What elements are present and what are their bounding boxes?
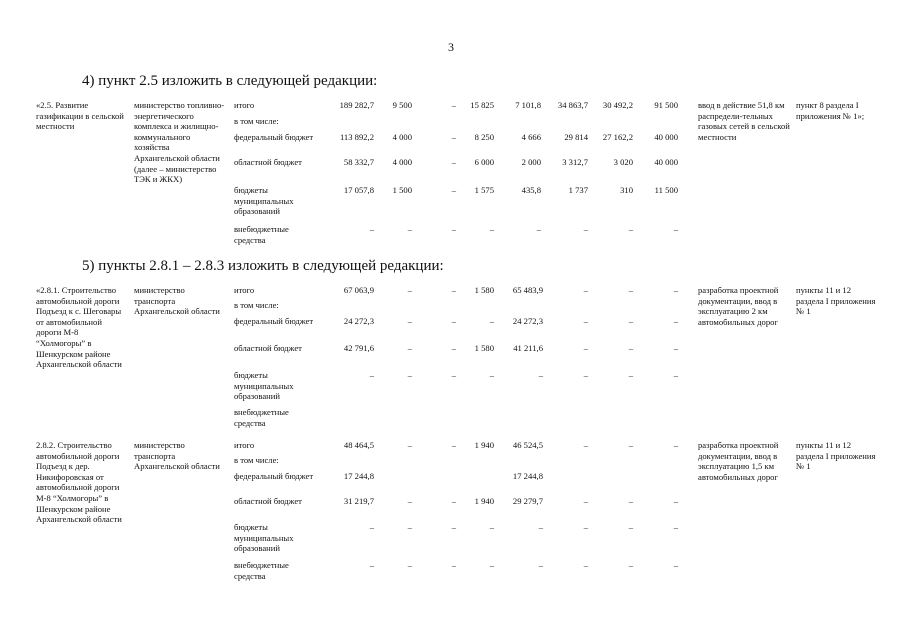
funding-source: в том числе: [234, 300, 279, 310]
value-cell: – [489, 224, 494, 234]
value-cell: – [628, 440, 633, 450]
value-cell: – [451, 440, 456, 450]
funding-source: итого [234, 100, 255, 110]
value-cell: 1 940 [474, 440, 494, 450]
value-cell: – [583, 370, 588, 380]
value-cell: – [673, 560, 678, 570]
value-cell: 4 666 [521, 132, 541, 142]
funding-source: федеральный бюджет [234, 471, 314, 481]
value-cell: – [489, 370, 494, 380]
value-cell: – [628, 522, 633, 532]
value-cell: – [451, 132, 456, 142]
value-cell: 24 272,3 [343, 316, 374, 326]
value-cell: 3 312,7 [562, 157, 588, 167]
value-cell: – [628, 343, 633, 353]
value-cell: 29 814 [564, 132, 588, 142]
responsible-org: министерство топливно-энергетического комплекса и жилищно-коммунального хозяйства Архангельской области (далее – министерство ТЭК и ЖКХ) [134, 100, 225, 185]
value-cell: – [673, 316, 678, 326]
value-cell: 189 282,7 [339, 100, 374, 110]
value-cell: – [628, 560, 633, 570]
value-cell: – [407, 224, 412, 234]
value-cell: 46 524,5 [512, 440, 543, 450]
funding-source: внебюджетные средства [234, 560, 289, 581]
value-cell: 29 279,7 [512, 496, 543, 506]
value-cell: – [407, 440, 412, 450]
value-cell: – [451, 560, 456, 570]
value-cell: 8 250 [474, 132, 494, 142]
value-cell: – [451, 496, 456, 506]
value-cell: 65 483,9 [512, 285, 543, 295]
value-cell: – [407, 522, 412, 532]
section-heading: 4) пункт 2.5 изложить в следующей редакции: [82, 73, 378, 89]
value-cell: – [451, 157, 456, 167]
value-cell: – [536, 224, 541, 234]
value-cell: – [583, 522, 588, 532]
value-cell: – [407, 343, 412, 353]
value-cell: 435,8 [521, 185, 541, 195]
measure-name: «2.5. Развитие газификации в сельской местности [36, 100, 124, 132]
value-cell: – [583, 224, 588, 234]
value-cell: 15 825 [470, 100, 494, 110]
value-cell: 24 272,3 [512, 316, 543, 326]
value-cell: – [407, 370, 412, 380]
value-cell: – [673, 285, 678, 295]
value-cell: 1 575 [474, 185, 494, 195]
value-cell: – [583, 285, 588, 295]
value-cell: 31 219,7 [343, 496, 374, 506]
value-cell: 2 000 [521, 157, 541, 167]
value-cell: 58 332,7 [343, 157, 374, 167]
measure-name: «2.8.1. Строительство автомобильной дороги Подъезд к с. Шеговары от автомобильной дороги М-8 “Холмогоры” в Шенкурском районе Архангельской области [36, 285, 122, 370]
value-cell: – [583, 440, 588, 450]
value-cell: – [628, 370, 633, 380]
expected-result: разработка проектной документации, ввод в эксплуатацию 2 км автомобильных дорог [698, 285, 779, 327]
value-cell: 7 101,8 [515, 100, 541, 110]
funding-source: в том числе: [234, 116, 279, 126]
value-cell: – [583, 496, 588, 506]
value-cell: – [451, 370, 456, 380]
value-cell: 4 000 [392, 157, 412, 167]
reference: пункты 11 и 12 раздела I приложения № 1 [796, 440, 876, 472]
value-cell: – [673, 496, 678, 506]
value-cell: – [407, 560, 412, 570]
value-cell: – [673, 522, 678, 532]
value-cell: 30 492,2 [602, 100, 633, 110]
value-cell: – [369, 224, 374, 234]
value-cell: 1 580 [474, 343, 494, 353]
expected-result: ввод в действие 51,8 км распредели-тельных газовых сетей в сельской местности [698, 100, 790, 142]
value-cell: 3 020 [613, 157, 633, 167]
value-cell: – [369, 560, 374, 570]
value-cell: – [583, 560, 588, 570]
value-cell: – [628, 224, 633, 234]
value-cell: – [489, 560, 494, 570]
funding-source: бюджеты муниципальных образований [234, 185, 294, 217]
value-cell: – [538, 560, 543, 570]
value-cell: – [583, 316, 588, 326]
value-cell: 91 500 [654, 100, 678, 110]
responsible-org: министерство транспорта Архангельской области [134, 285, 220, 317]
value-cell: 1 580 [474, 285, 494, 295]
value-cell: 4 000 [392, 132, 412, 142]
funding-source: областной бюджет [234, 157, 302, 167]
measure-name: 2.8.2. Строительство автомобильной дороги Подъезд к дер. Никифоровская от автомобильной дороги М-8 “Холмогоры” в Шенкурском районе Архангельской области [36, 440, 122, 525]
value-cell: 17 244,8 [343, 471, 374, 481]
value-cell: 310 [620, 185, 633, 195]
value-cell: – [451, 185, 456, 195]
value-cell: – [369, 522, 374, 532]
funding-source: областной бюджет [234, 496, 302, 506]
value-cell: 1 940 [474, 496, 494, 506]
funding-source: внебюджетные средства [234, 224, 289, 245]
value-cell: – [628, 285, 633, 295]
value-cell: – [451, 343, 456, 353]
value-cell: 9 500 [392, 100, 412, 110]
reference: пункт 8 раздела I приложения № 1»; [796, 100, 865, 121]
value-cell: 1 500 [392, 185, 412, 195]
value-cell: 113 892,2 [339, 132, 374, 142]
value-cell: – [673, 370, 678, 380]
value-cell: 17 244,8 [512, 471, 543, 481]
value-cell: – [628, 496, 633, 506]
value-cell: – [489, 316, 494, 326]
value-cell: 34 863,7 [557, 100, 588, 110]
value-cell: – [451, 522, 456, 532]
value-cell: 1 737 [568, 185, 588, 195]
value-cell: – [538, 522, 543, 532]
value-cell: – [628, 316, 633, 326]
value-cell: 41 211,6 [513, 343, 543, 353]
funding-source: итого [234, 285, 255, 295]
value-cell: – [369, 370, 374, 380]
value-cell: – [451, 285, 456, 295]
funding-source: федеральный бюджет [234, 132, 314, 142]
value-cell: – [451, 224, 456, 234]
value-cell: – [451, 100, 456, 110]
value-cell: 17 057,8 [343, 185, 374, 195]
value-cell: – [489, 522, 494, 532]
section-heading: 5) пункты 2.8.1 – 2.8.3 изложить в следующей редакции: [82, 258, 444, 274]
value-cell: 40 000 [654, 157, 678, 167]
funding-source: бюджеты муниципальных образований [234, 522, 294, 554]
value-cell: – [673, 224, 678, 234]
value-cell: – [538, 370, 543, 380]
value-cell: 40 000 [654, 132, 678, 142]
value-cell: 6 000 [474, 157, 494, 167]
funding-source: итого [234, 440, 255, 450]
value-cell: – [673, 440, 678, 450]
funding-source: внебюджетные средства [234, 407, 289, 428]
page-number: 3 [448, 40, 454, 54]
funding-source: областной бюджет [234, 343, 302, 353]
funding-source: федеральный бюджет [234, 316, 314, 326]
expected-result: разработка проектной документации, ввод в эксплуатацию 1,5 км автомобильных дорог [698, 440, 779, 482]
value-cell: 27 162,2 [602, 132, 633, 142]
funding-source: бюджеты муниципальных образований [234, 370, 294, 402]
funding-source: в том числе: [234, 455, 279, 465]
value-cell: 11 500 [654, 185, 678, 195]
value-cell: 42 791,6 [343, 343, 374, 353]
value-cell: – [451, 316, 456, 326]
value-cell: 67 063,9 [343, 285, 374, 295]
value-cell: – [407, 285, 412, 295]
value-cell: – [583, 343, 588, 353]
value-cell: – [407, 316, 412, 326]
responsible-org: министерство транспорта Архангельской области [134, 440, 220, 472]
value-cell: – [673, 343, 678, 353]
value-cell: – [407, 496, 412, 506]
value-cell: 48 464,5 [343, 440, 374, 450]
reference: пункты 11 и 12 раздела I приложения № 1 [796, 285, 876, 317]
